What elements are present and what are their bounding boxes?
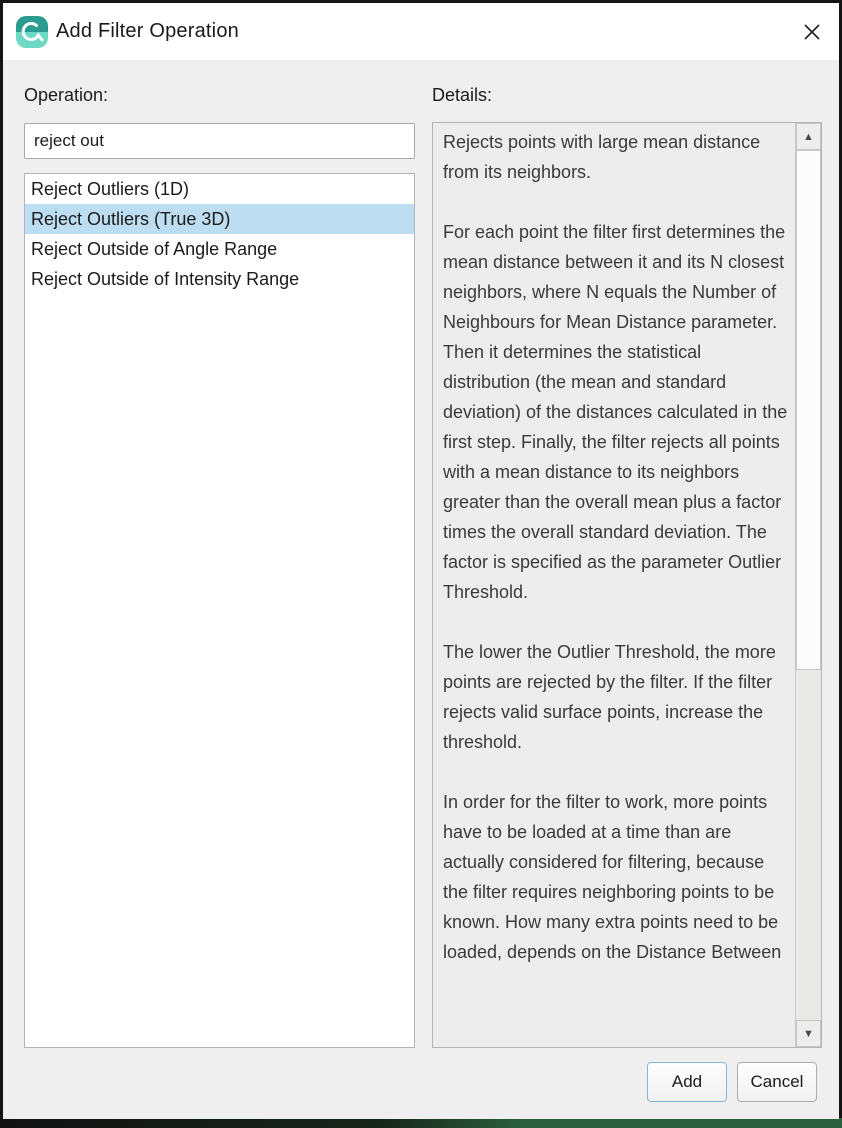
details-scrollbar[interactable]: [795, 123, 821, 1047]
details-paragraph: Rejects points with large mean distance from its neighbors.: [443, 132, 761, 182]
details-paragraph: In order for the filter to work, more points have to be loaded at a time than are actually considered for filtering, because the filter requires neighboring points to be known. How many extra points need to be loaded, depends on the Distance Between: [443, 792, 782, 962]
cancel-button[interactable]: Cancel: [737, 1062, 817, 1102]
details-panel: [432, 122, 822, 1048]
operation-label: Operation:: [24, 85, 109, 105]
operation-list[interactable]: [24, 173, 415, 1048]
list-item[interactable]: Reject Outliers (1D): [31, 179, 190, 199]
details-label: Details:: [432, 85, 493, 105]
list-item[interactable]: Reject Outside of Intensity Range: [31, 269, 300, 289]
close-icon[interactable]: [797, 17, 827, 47]
scroll-down-icon[interactable]: ▼: [796, 1020, 821, 1047]
list-item[interactable]: Reject Outside of Angle Range: [31, 239, 278, 259]
operation-search-input[interactable]: [24, 123, 415, 159]
dialog-titlebar: [3, 3, 839, 60]
add-filter-operation-dialog: [3, 3, 839, 1119]
app-logo-icon: [16, 16, 48, 48]
scroll-track[interactable]: [796, 150, 821, 1020]
list-item[interactable]: Reject Outliers (True 3D): [25, 204, 414, 234]
details-paragraph: The lower the Outlier Threshold, the more points are rejected by the filter. If the filter rejects valid surface points, increase the threshold.: [443, 642, 776, 752]
details-text: [433, 123, 795, 1047]
details-paragraph: For each point the filter first determines the mean distance between it and its N closest neighbors, where N equals the Number of Neighbours for Mean Distance parameter. Then it determines the statistical distribution (the mean and standard deviation) of the distances calculated in the first step. Finally, the filter rejects all points with a mean distance to its neighbors greater than the overall mean plus a factor times the overall standard deviation. The factor is specified as the parameter Outlier Threshold.: [443, 222, 788, 602]
dialog-title: Add Filter Operation: [56, 20, 239, 42]
background-app-strip: [0, 1118, 842, 1128]
add-button[interactable]: Add: [647, 1062, 727, 1102]
scroll-thumb[interactable]: [796, 150, 821, 670]
scroll-up-icon[interactable]: ▲: [796, 123, 821, 150]
